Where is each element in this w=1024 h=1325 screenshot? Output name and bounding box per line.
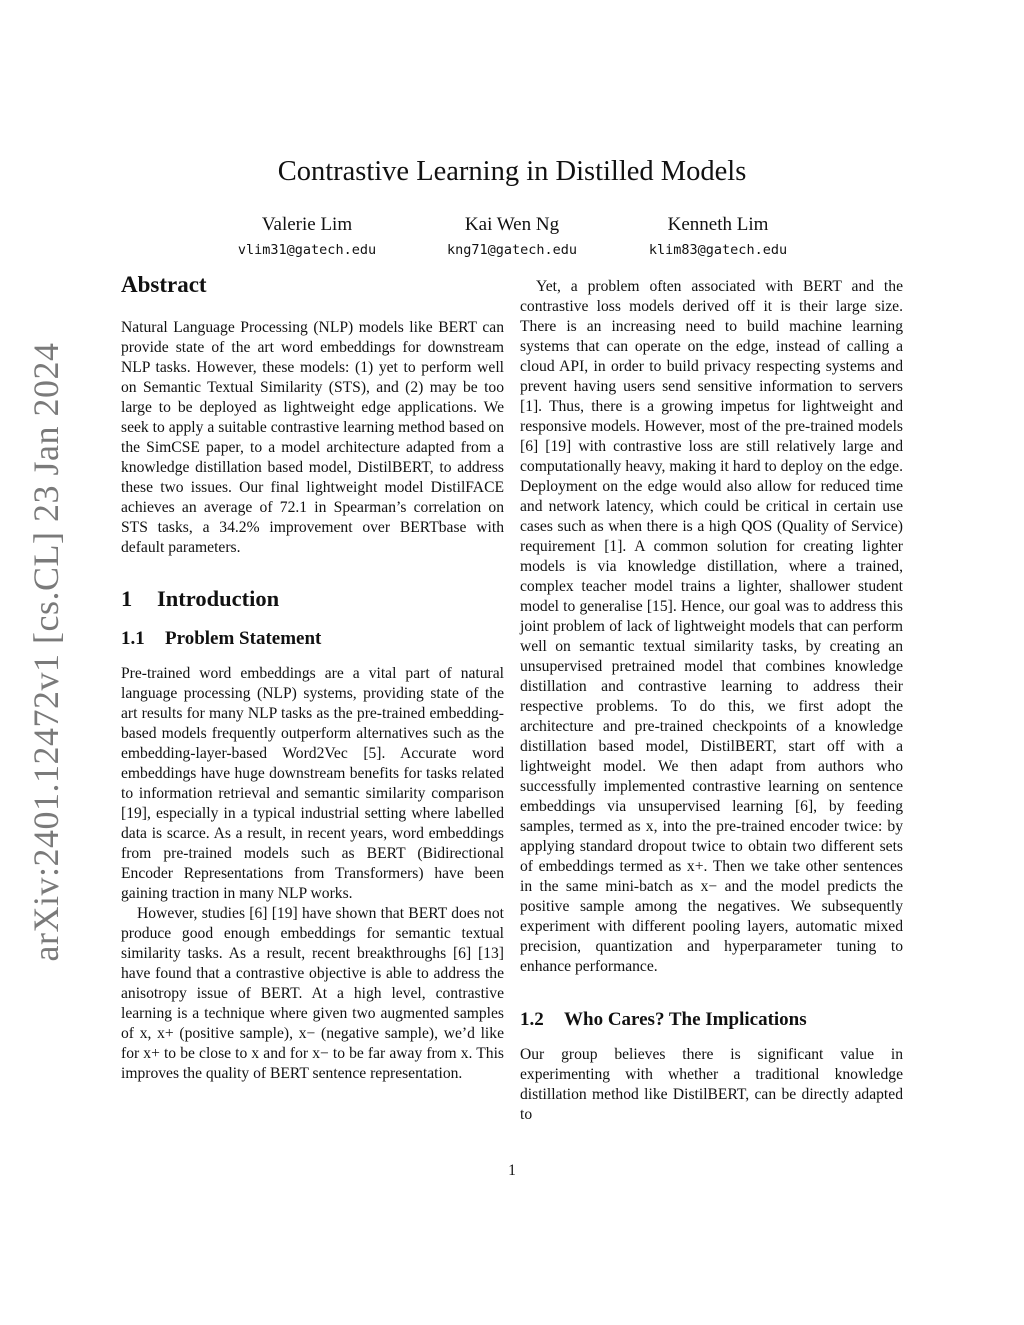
- body-paragraph: Yet, a problem often associated with BERT and the contrastive loss models derived off it is their large size. There is an increasing need to build machine learning systems that can operate on the edge, instead of calling a cloud API, in order to build privacy respecting systems and prevent having users send sensitive information to servers [1]. Thus, there is a growing impetus for lightweight and responsive models. However, most of the pre-trained models [6] [19] with contrastive loss are still relatively large and computationally heavy, making it hard to deploy on the edge. Deployment on the edge would also allow for reduced time and network latency, which could be critical in certain use cases such as when there is a high QOS (Quality of Service) requirement [1]. A common solution for creating lighter models is via knowledge distillation, where a trained, complex teacher model trains a lighter, shallower student model to generalise [15]. Hence, our goal was to address this joint problem of lack of lightweight models that can perform well on semantic textual similarity tasks, by creating an unsupervised pretrained model that combines knowledge distillation and contrastive learning to address their respective problems. To do this, we first adopt the architecture and pre-trained checkpoints of a knowledge distillation based model, DistilBERT, start off with a lightweight model. We then adapt from authors who successfully implemented contrastive learning on sentence embeddings via unsupervised learning [6], by feeding samples, termed as x, into the pre-trained encoder twice: by applying standard dropout twice to obtain two different sets of embeddings termed as x+. Then we take other sentences in the same mini-batch as x− and the model predicts the positive sample among the negatives. We subsequently experiment with different pooling layers, automatic mixed precision, quantization and hyperparameter tuning to enhance performance.: [520, 278, 903, 975]
- subsection-number: 1.1: [121, 628, 145, 649]
- author-name: Kenneth Lim: [667, 214, 769, 235]
- paper-title: Contrastive Learning in Distilled Models: [277, 156, 747, 187]
- section-title: Introduction: [157, 586, 280, 611]
- right-column: [520, 277, 903, 1125]
- author-email[interactable]: vlim31@gatech.edu: [237, 242, 377, 258]
- page-number: 1: [508, 1162, 516, 1179]
- section-heading: [121, 584, 504, 614]
- author-email[interactable]: kng71@gatech.edu: [446, 242, 578, 258]
- author-name: Valerie Lim: [261, 214, 353, 235]
- subsection-title: Problem Statement: [165, 628, 322, 649]
- arxiv-stamp[interactable]: arXiv:2401.12472v1 [cs.CL] 23 Jan 2024: [26, 342, 66, 962]
- subsection-number: 1.2: [520, 1009, 544, 1030]
- body-paragraph: Pre-trained word embeddings are a vital part of natural language processing (NLP) systems, providing state of the art results for many NLP tasks as the pre-trained embedding-based models frequently outperform alternatives such as the embedding-layer-based Word2Vec [5]. Accurate word embeddings have huge downstream benefits for tasks related to information retrieval and semantic similarity comparison [19], especially in a typical industrial setting where labelled data is scarce. As a result, in recent years, word embeddings from pre-trained models such as BERT (Bidirectional Encoder Representations from Transformers) have been gaining traction in many NLP works.: [121, 665, 504, 902]
- subsection-heading: [121, 626, 504, 652]
- author-block: [603, 214, 833, 264]
- subsection-heading: [520, 1007, 903, 1033]
- author-name: Kai Wen Ng: [464, 214, 560, 235]
- author-block: [192, 214, 422, 264]
- section-number: 1: [121, 586, 133, 611]
- body-paragraph: However, studies [6] [19] have shown that BERT does not produce good enough embeddings for semantic textual similarity tasks. As a result, recent breakthroughs [6] [13] have found that a contrastive objective is able to address the anisotropy issue of BERT. At a high level, contrastive learning is a technique where given two augmented samples of x, x+ (positive sample), x− (negative sample), we’d like for x+ to be close to x and for x− to be far away from x. This improves the quality of BERT sentence representation.: [121, 905, 504, 1082]
- body-paragraph: Our group believes there is significant value in experimenting with whether a traditional knowledge distillation method like DistilBERT, can be directly adapted to: [520, 1046, 903, 1123]
- subsection-title: Who Cares? The Implications: [564, 1009, 807, 1030]
- author-block: [397, 214, 627, 264]
- abstract-heading: Abstract: [121, 272, 207, 297]
- author-email[interactable]: klim83@gatech.edu: [648, 242, 788, 258]
- left-column: [121, 270, 504, 1084]
- abstract-text: Natural Language Processing (NLP) models like BERT can provide state of the art word embeddings for downstream NLP tasks. However, these models: (1) yet to perform well on Semantic Textual Similarity (STS), and (2) may be too large to be deployed as lightweight edge applications. We seek to apply a suitable contrastive learning method based on the SimCSE paper, to a model architecture adapted from a knowledge distillation based model, DistilBERT, to address these two issues. Our final lightweight model DistilFACE achieves an average of 72.1 in Spearman’s correlation on STS tasks, a 34.2% improvement over BERTbase with default parameters.: [121, 319, 504, 556]
